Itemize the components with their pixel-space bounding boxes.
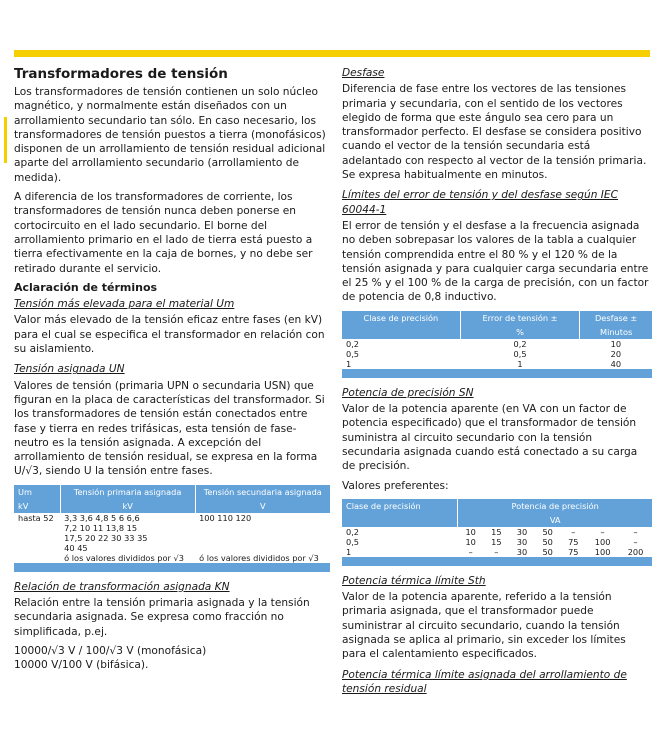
un-heading: Tensión asignada UN xyxy=(14,363,125,376)
kn-text: Relación entre la tensión primaria asignada y la tensión secundaria asignada. Se expresa como fracción no simplificada, p.ej. xyxy=(14,597,310,638)
table-row: 0,5 10 15 30 50 75 100 – xyxy=(346,536,638,547)
col-phase: Desfase ± xyxy=(580,311,652,325)
kn-heading: Relación de transformación asignada KN xyxy=(14,580,230,593)
kn-example-1: 10000/√3 V / 100/√3 V (monofásica) xyxy=(14,644,207,657)
col-um: Um xyxy=(14,485,60,499)
col-secondary: Tensión secundaria asignada xyxy=(195,485,330,499)
right-column xyxy=(342,66,652,698)
table-row: 0,2 0,2 10 xyxy=(346,338,622,349)
cell-primary-values: 3,3 3,6 4,8 5 6 6,6 7,2 10 11 13,8 15 17,5 20 22 30 33 35 40 45 xyxy=(64,512,148,553)
kn-example-2: 10000 V/100 V (bifásica). xyxy=(14,659,149,672)
terms-heading: Aclaración de términos xyxy=(14,280,158,294)
desfase-text: Diferencia de fase entre los vectores de las tensiones primaria y secundaria, con el sentido de los vectores elegido de forma que este ángulo sea cero para un transformador perfecto. El desfase se considera positivo cuando el vector de la tensión secundaria está adelantado con respecto al vector de la tensión primaria. Se expresa habitualmente en minutos. xyxy=(342,83,647,182)
cell-secondary-note: ó los valores divididos por √3 xyxy=(199,552,319,563)
sn-heading: Potencia de precisión SN xyxy=(342,386,474,399)
unit-v-secondary: V xyxy=(195,499,330,513)
cell-um: hasta 52 xyxy=(18,512,54,523)
table-row: 1 – – 30 50 75 100 200 xyxy=(346,546,644,557)
residual-heading: Potencia térmica límite asignada del arrollamiento de tensión residual xyxy=(342,668,627,695)
cell-secondary-values: 100 110 120 xyxy=(199,512,252,523)
sth-text: Valor de la potencia aparente, referido a la tensión primaria asignada, que el transformador puede suministrar al circuito secundario, cuando la tensión asignada se aplica al primario, sin exceder los límites para el calentamiento especificados. xyxy=(342,591,626,661)
accuracy-limits-table xyxy=(342,311,652,378)
col-error: Error de tensión ± xyxy=(460,311,580,325)
col-class: Clase de precisión xyxy=(342,311,460,325)
rated-voltage-table xyxy=(14,485,330,572)
unit-percent: % xyxy=(460,325,580,339)
desfase-heading: Desfase xyxy=(342,67,385,79)
unit-va: VA xyxy=(458,513,652,527)
um-text: Valor más elevado de la tensión eficaz entre fases (en kV) para el cual se especifica el transformador en relación con su aislamiento. xyxy=(14,314,325,356)
limits-text: El error de tensión y el desfase a la frecuencia asignada no deben sobrepasar los valores de la tabla a cualquier tensión comprendida entre el 80 % y el 120 % de la tensión asignada y para cualquier carga secundaria entre el 25 % y el 100 % de la carga de precisión, con un factor de potencia de 0,8 inductivo. xyxy=(342,219,649,304)
top-accent-bar xyxy=(14,50,650,57)
unit-minutes: Minutos xyxy=(580,325,652,339)
cell-primary-note: ó los valores divididos por √3 xyxy=(64,552,184,563)
col-primary: Tensión primaria asignada xyxy=(60,485,195,499)
table-row: 0,5 0,5 20 xyxy=(346,348,622,359)
preferred-values-label: Valores preferentes: xyxy=(342,479,449,492)
section-title: Transformadores de tensión xyxy=(14,66,228,82)
unit-kv: kV xyxy=(14,499,60,513)
intro-paragraph-1: Los transformadores de tensión contienen un solo núcleo magnético, y normalmente están diseñados con un arrollamiento secundario tan sólo. En caso necesario, los transformadores de tensión puestos a tierra (monofásicos) disponen de un arrollamiento de tensión residual adicional aparte del arrollamiento secundario (arrollamiento de medida). xyxy=(14,86,326,184)
limits-heading: Límites del error de tensión y del desfase según IEC 60044-1 xyxy=(342,189,619,216)
accuracy-power-table xyxy=(342,499,652,566)
sn-text: Valor de la potencia aparente (en VA con un factor de potencia especificado) que el transformador de tensión suministra al circuito secundario con la tensión secundaria asignada cuando está conectado a su carga de precisión. xyxy=(342,403,638,473)
um-heading: Tensión más elevada para el material Um xyxy=(14,298,235,311)
table-row: 0,2 10 15 30 50 – – – xyxy=(346,526,638,537)
unit-kv-primary: kV xyxy=(60,499,195,513)
left-column xyxy=(14,66,330,673)
col-class: Clase de precisión xyxy=(342,499,458,527)
intro-paragraph-2: A diferencia de los transformadores de corriente, los transformadores de tensión nunca deben ponerse en cortocircuito en el lado secundario. El borne del arrollamiento primario en el lado de tierra está puesto a tierra efectivamente en la caja de bornes, y no debe ser retirado durante el servicio. xyxy=(14,191,313,275)
col-power: Potencia de precisión xyxy=(458,499,652,513)
un-text: Valores de tensión (primaria UPN o secundaria USN) que figuran en la placa de características del transformador. Si los transformadores de tensión están conectados entre fase y tierra en redes trifásicas, esta tensión de fase-neutro es la tensión asignada. A excepción del arrollamiento de tensión residual, se expresa en la forma U/√3, siendo U la tensión entre fases. xyxy=(14,379,325,478)
table-row: 1 1 40 xyxy=(346,358,622,369)
table-row xyxy=(14,553,330,563)
table-row xyxy=(14,513,330,553)
sth-heading: Potencia térmica límite Sth xyxy=(342,574,486,587)
side-accent-mark xyxy=(4,117,7,163)
